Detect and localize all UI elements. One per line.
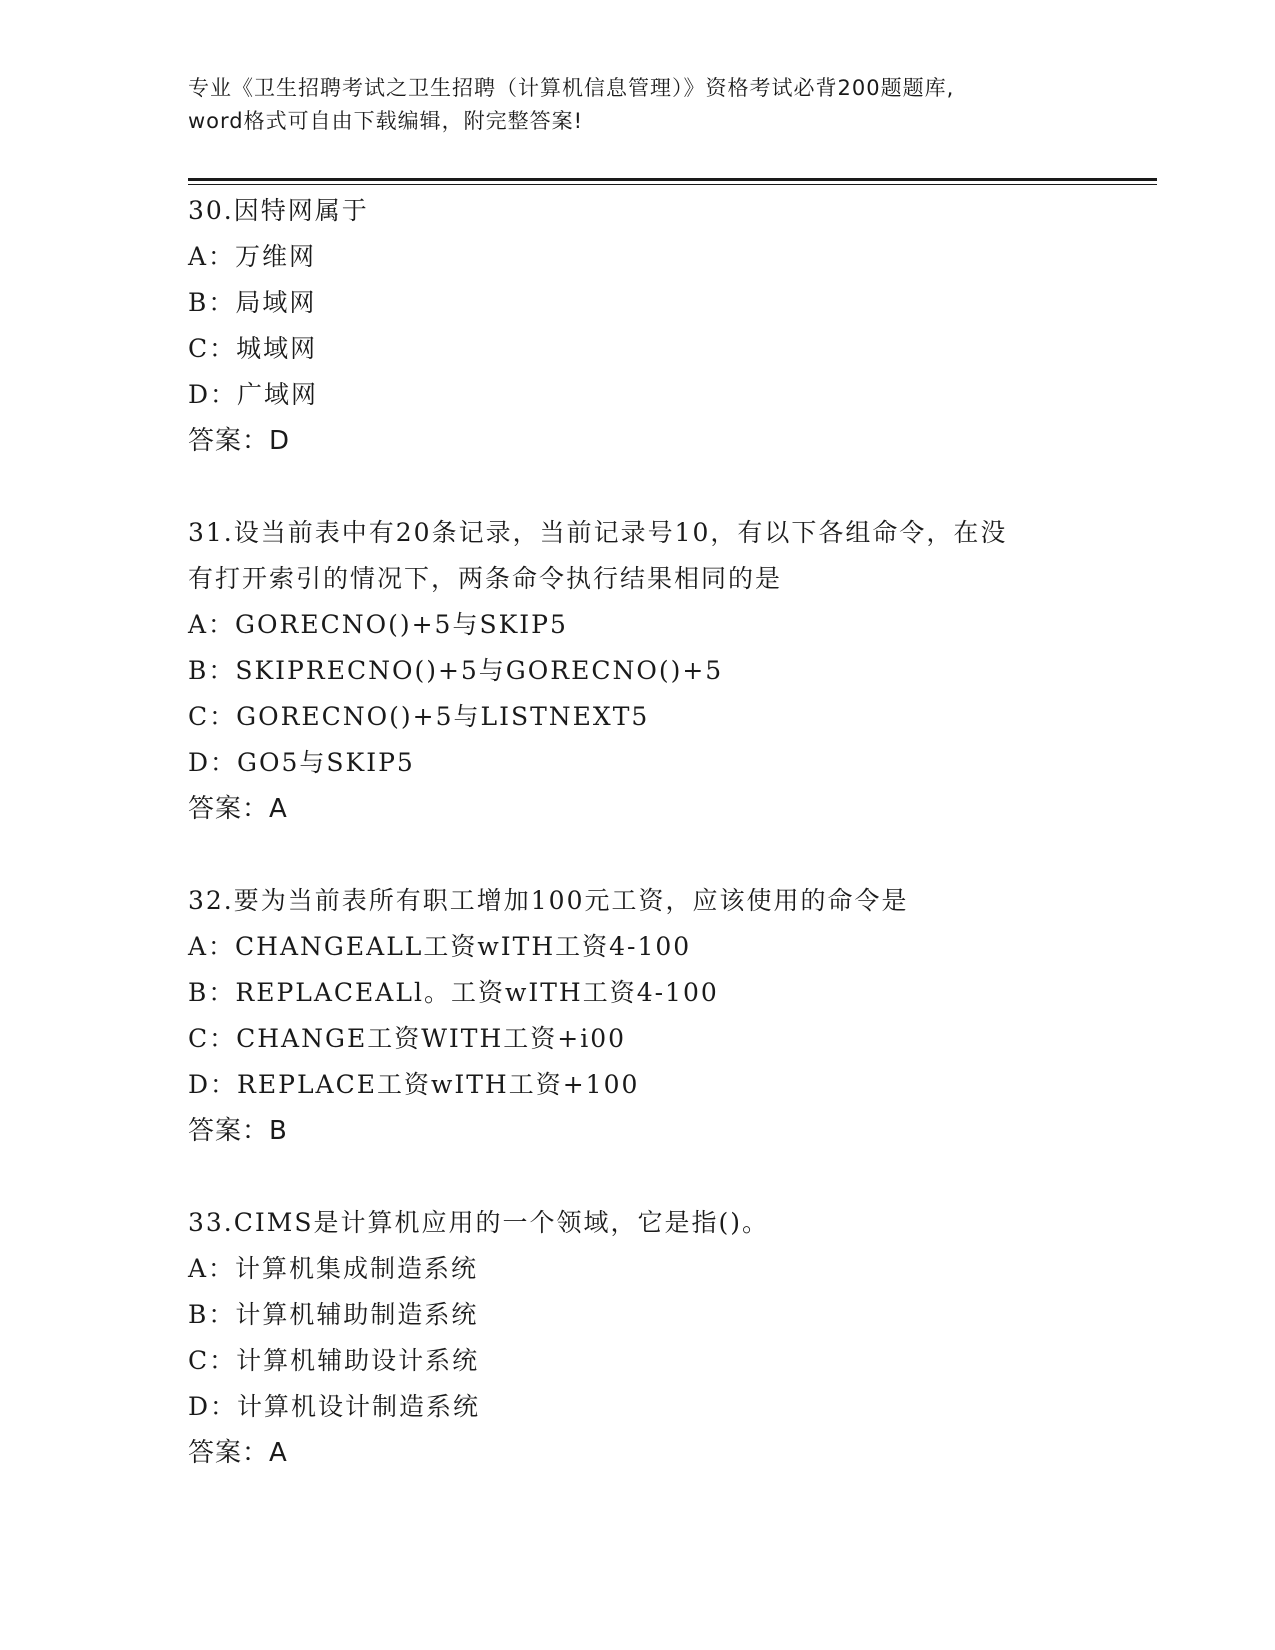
option-d: D：广域网 (188, 380, 319, 409)
header-line-1: 专业《卫生招聘考试之卫生招聘（计算机信息管理）》资格考试必背200题题库, (188, 76, 955, 100)
option-b: B：SKIPRECNO()+5与GORECNO()+5 (188, 656, 724, 685)
option-a: A：CHANGEALL工资wITH工资4-100 (188, 932, 692, 961)
option-c: C：计算机辅助设计系统 (188, 1346, 480, 1375)
question-stem: 31.设当前表中有20条记录，当前记录号10，有以下各组命令，在没 (188, 518, 1008, 547)
question-stem: 33.CIMS是计算机应用的一个领域，它是指()。 (188, 1208, 769, 1237)
option-c: C：城域网 (188, 334, 318, 363)
question-30 (188, 188, 1088, 464)
answer-line: 答案：B (188, 1116, 288, 1146)
question-32 (188, 878, 1088, 1154)
answer-line: 答案：D (188, 426, 291, 456)
header-divider-thin (188, 184, 1157, 185)
option-a: A：万维网 (188, 242, 317, 271)
question-31 (188, 510, 1088, 832)
option-a: A：GORECNO()+5与SKIP5 (188, 610, 568, 639)
question-stem: 32.要为当前表所有职工增加100元工资，应该使用的命令是 (188, 886, 909, 915)
document-header (188, 72, 1088, 138)
answer-line: 答案：A (188, 1438, 288, 1468)
question-stem-continued: 有打开索引的情况下，两条命令执行结果相同的是 (188, 564, 783, 593)
answer-line: 答案：A (188, 794, 288, 824)
option-b: B：计算机辅助制造系统 (188, 1300, 479, 1329)
option-b: B：REPLACEALl。工资wITH工资4-100 (188, 978, 719, 1007)
option-d: D：计算机设计制造系统 (188, 1392, 481, 1421)
header-divider-thick (188, 178, 1157, 181)
question-spacer (188, 832, 1088, 878)
option-d: D：REPLACE工资wITH工资+100 (188, 1070, 640, 1099)
option-a: A：计算机集成制造系统 (188, 1254, 479, 1283)
question-list (188, 188, 1088, 1476)
question-stem: 30.因特网属于 (188, 196, 369, 225)
header-line-2: word格式可自由下载编辑，附完整答案! (188, 109, 584, 133)
question-spacer (188, 464, 1088, 510)
option-c: C：GORECNO()+5与LISTNEXT5 (188, 702, 650, 731)
option-c: C：CHANGE工资WITH工资+i00 (188, 1024, 627, 1053)
option-d: D：GO5与SKIP5 (188, 748, 415, 777)
question-33 (188, 1200, 1088, 1476)
question-spacer (188, 1154, 1088, 1200)
option-b: B：局域网 (188, 288, 317, 317)
